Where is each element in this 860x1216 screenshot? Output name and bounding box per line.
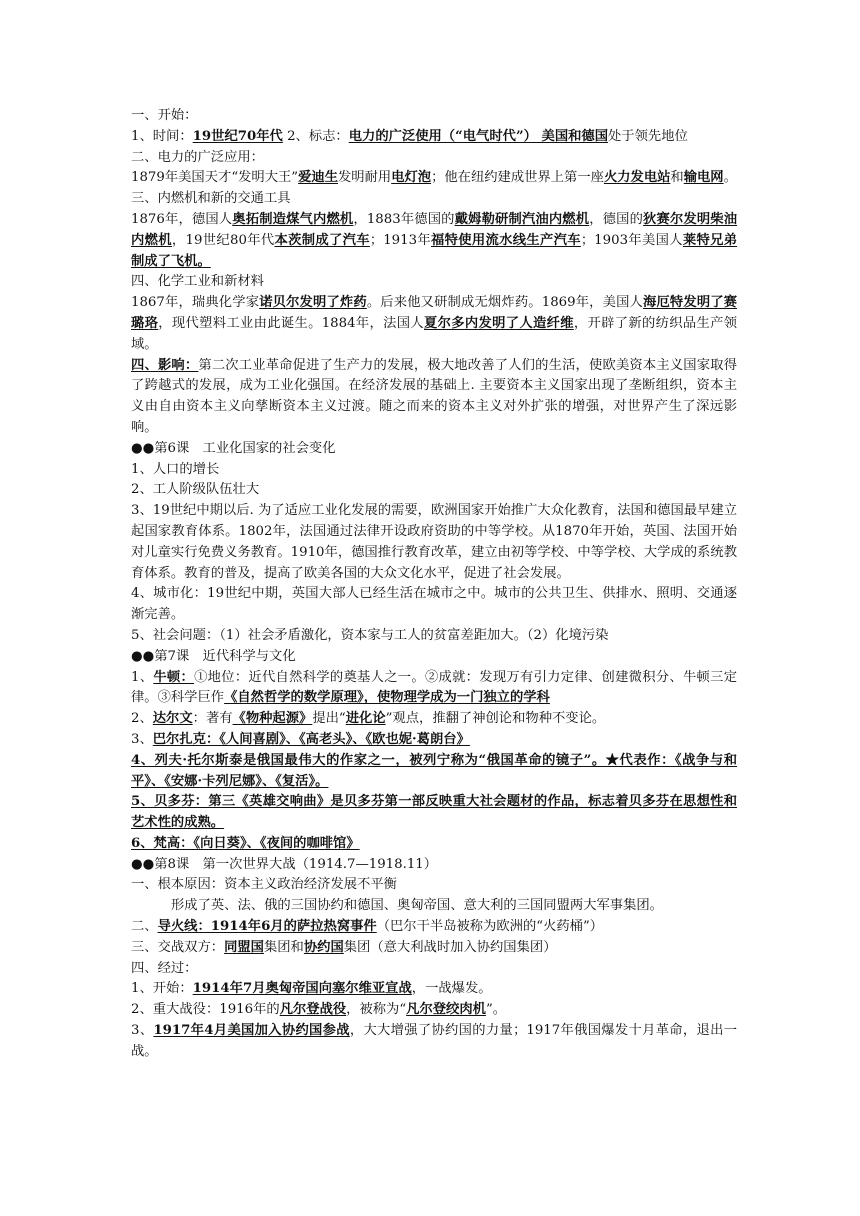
text-run: 处于领先地位 (608, 128, 688, 144)
emphasized-text: 诺贝尔发明了炸药 (259, 295, 367, 311)
text-run: 三、内燃机和新的交通工具 (131, 191, 291, 207)
emphasized-text: 奥拓制造煤气内燃机 (232, 211, 354, 227)
emphasized-text: 5、贝多芬：第三《英雄交响曲》是贝多芬第一部反映重大社会题材的作品，标志着贝多芬在思想性和艺术性的成熟。 (131, 794, 737, 831)
emphasized-text: 导火线：1914年6月的萨拉热窝事件 (157, 919, 377, 935)
text-run: 1、时间： (131, 128, 193, 144)
emphasized-text: 福特使用流水线生产汽车 (431, 232, 581, 248)
text-run: 一、根本原因：资本主义政治经济发展不平衡 (131, 877, 397, 893)
text-run: 1876年，德国人 (131, 211, 233, 227)
text-line (131, 959, 737, 980)
text-run: ●●第6课 工业化国家的社会变化 (131, 440, 336, 456)
emphasized-text: 爱迪生 (298, 170, 338, 186)
text-line (131, 1021, 737, 1063)
text-run: 和 (670, 170, 684, 186)
text-run: 集团和 (263, 939, 304, 955)
emphasized-text: 输电网 (683, 170, 724, 186)
text-line (131, 460, 737, 481)
emphasized-text: 牛顿： (153, 669, 195, 685)
text-line (131, 584, 737, 626)
text-run: ，开辟了新的纺织品生产领域。 (131, 315, 738, 352)
text-line (131, 480, 737, 501)
emphasized-text: 6、梵高：《向日葵》、《夜间的咖啡馆》 (131, 835, 360, 851)
text-run: ，现代塑料工业由此诞生。1884年，法国人 (158, 315, 425, 331)
text-line (131, 626, 737, 647)
text-run: 集团（意大利战时加入协约国集团） (343, 939, 557, 955)
text-run: 1、开始： (131, 981, 193, 997)
text-run: ；1903年美国人 (580, 232, 683, 248)
text-run: 第二次工业革命促进了生产力的发展，极大地改善了人们的生活，使欧美资本主义国家取得了跨越式的发展，成为工业化强国。在经济发展的基础上. 主要资本主义国家出现了垄断组织，资本主义由自由资本主义向孳断资本主义过渡。随之而来的资本主义对外扩张的增强，对世界产生了深远影响。 (131, 357, 738, 435)
text-line (131, 875, 737, 896)
text-line (131, 168, 737, 189)
text-line (131, 127, 737, 148)
emphasized-text: 电力的广泛使用（“电气时代”） 美国和德国 (348, 128, 609, 144)
text-line (131, 501, 737, 584)
text-line (131, 834, 737, 855)
text-line (131, 855, 737, 876)
text-line (131, 210, 737, 272)
text-run: 2、工人阶级队伍壮大 (131, 482, 260, 498)
emphasized-text: 狄赛尔发明柴油内燃机 (131, 211, 738, 248)
emphasized-text: 同盟国 (224, 939, 264, 955)
text-line (131, 356, 737, 439)
emphasized-text: 莱特兄弟制成了飞机。 (131, 232, 738, 269)
emphasized-text: 4、列夫·托尔斯泰是俄国最伟大的作家之一，被列宁称为“俄国革命的镜子”。★代表作：《战争与和平》、《安娜·卡列尼娜》、《复活》。 (131, 752, 737, 789)
text-run: 三、交战双方： (131, 939, 225, 955)
document-page (131, 106, 737, 1063)
text-run: ”。 (485, 1002, 507, 1018)
emphasized-text: 海厄特发明了赛璐珞 (131, 295, 738, 331)
emphasized-text: 本茨制成了汽车 (274, 232, 370, 248)
text-run: 一、开始： (131, 108, 198, 123)
emphasized-text: 达尔文 (152, 711, 193, 727)
text-run: 5、社会问题：（1）社会矛盾激化，资本家与工人的贫富差距加大。（2）化境污染 (131, 627, 609, 643)
text-run: 1879年美国天才“发明大王” (131, 170, 299, 186)
text-run: 4、城市化：19世纪中期，英国大部人已经生活在城市之中。城市的公共卫生、供排水、照明、交通逐渐完善。 (131, 586, 737, 623)
text-run: ；他在纽约建成世界上第一座 (431, 170, 604, 186)
text-run: 四、经过： (131, 960, 198, 976)
text-run: ，1883年德国的 (353, 211, 455, 227)
text-run: 发明耐用 (338, 170, 392, 186)
text-line (131, 792, 737, 834)
text-run: ；1913年 (369, 232, 431, 248)
text-run: 2、标志： (282, 128, 349, 144)
emphasized-text: 协约国 (303, 939, 344, 955)
text-line (131, 189, 737, 210)
text-line (131, 751, 737, 793)
text-line (131, 709, 737, 730)
text-line (131, 293, 737, 355)
text-line (131, 148, 737, 169)
emphasized-text: 1917年4月美国加入协约国参战 (153, 1023, 350, 1039)
text-line (131, 647, 737, 668)
text-run: ，19世纪80年代 (171, 232, 275, 248)
text-run: 形成了英、法、俄的三国协约和德国、奥匈帝国、意大利的三国同盟两大军事集团。 (171, 898, 663, 914)
emphasized-text: 19世纪70年代 (192, 128, 283, 144)
text-line (131, 106, 737, 127)
text-line (131, 917, 737, 938)
text-run: 。 (723, 170, 737, 186)
text-run: ①地位：近代自然科学的奠基人之一。②成就：发现万有引力定律、创建微积分、牛顿三定律。③科学巨作 (131, 669, 738, 706)
text-run: ，一战爆发。 (411, 981, 492, 997)
text-line (131, 730, 737, 751)
text-line (131, 1000, 737, 1021)
emphasized-text: 凡尔登绞肉机 (406, 1002, 486, 1018)
text-run: 3、19世纪中期以后. 为了适应工业化发展的需要，欧洲国家开始推广大众化教育，法国和德国最早建立起国家教育体系。1802年，法国通过法律开设政府资助的中等学校。从1870年开始，英国、法国开始对儿童实行免费义务教育。1910年，德国推行教育改革，建立由初等学校、中等学校、大学成的系统教育体系。教育的普及，提高了欧美各国的大众文化水平，促进了社会发展。 (131, 503, 737, 581)
text-run: 3、 (131, 731, 153, 747)
text-run: 四、化学工业和新材料 (131, 274, 264, 290)
text-run: 1867年，瑞典化学家 (131, 295, 260, 311)
text-run: ●●第8课 第一次世界大战（1914.7—1918.11） (131, 856, 438, 872)
text-run: ，德国的 (589, 211, 644, 227)
text-line (131, 272, 737, 293)
emphasized-text: 《自然哲学的数学原理》，使物理学成为一门独立的学科 (224, 690, 550, 706)
emphasized-text: 火力发电站 (603, 170, 671, 186)
text-run: ：著有 (192, 711, 233, 727)
text-run: ，被称为“ (346, 1002, 407, 1018)
text-line (131, 979, 737, 1000)
text-run: 1、人口的增长 (131, 461, 220, 477)
text-run: 二、 (131, 919, 158, 935)
emphasized-text: 夏尔多内发明了人造纤维 (424, 315, 574, 331)
text-run: ”观点，推翻了神创论和物种不变论。 (385, 711, 606, 727)
text-run: 提出“ (312, 711, 346, 727)
emphasized-text: 1914年7月奥匈帝国向塞尔维亚宣战 (192, 981, 412, 997)
text-run: （巴尔干半岛被称为欧洲的“火药桶”） (376, 919, 604, 935)
emphasized-text: 巴尔扎克：《人间喜剧》、《高老头》、《欧也妮·葛朗台》 (152, 731, 470, 747)
text-run: 2、 (131, 711, 153, 727)
text-run: 1、 (131, 669, 154, 685)
emphasized-text: 戴姆勒研制汽油内燃机 (454, 211, 590, 227)
emphasized-text: 《物种起源》 (232, 711, 313, 727)
emphasized-text: 凡尔登战役 (279, 1002, 347, 1018)
text-run: 。后来他又研制成无烟炸药。1869年，美国人 (366, 295, 643, 311)
emphasized-text: 电灯泡 (391, 170, 432, 186)
text-run: 二、电力的广泛应用： (131, 149, 264, 165)
text-run: ●●第7课 近代科学与文化 (131, 648, 296, 664)
emphasized-text: 进化论 (345, 711, 386, 727)
text-run: ，大大增强了协约国的力量；1917年俄国爆发十月革命，退出一战。 (131, 1023, 738, 1059)
text-line (131, 896, 737, 917)
text-line (131, 439, 737, 460)
text-run: 2、重大战役：1916年的 (131, 1002, 280, 1018)
text-run: 3、 (131, 1023, 154, 1039)
emphasized-text: 四、影响： (131, 357, 199, 373)
text-line (131, 668, 737, 710)
text-line (131, 938, 737, 959)
